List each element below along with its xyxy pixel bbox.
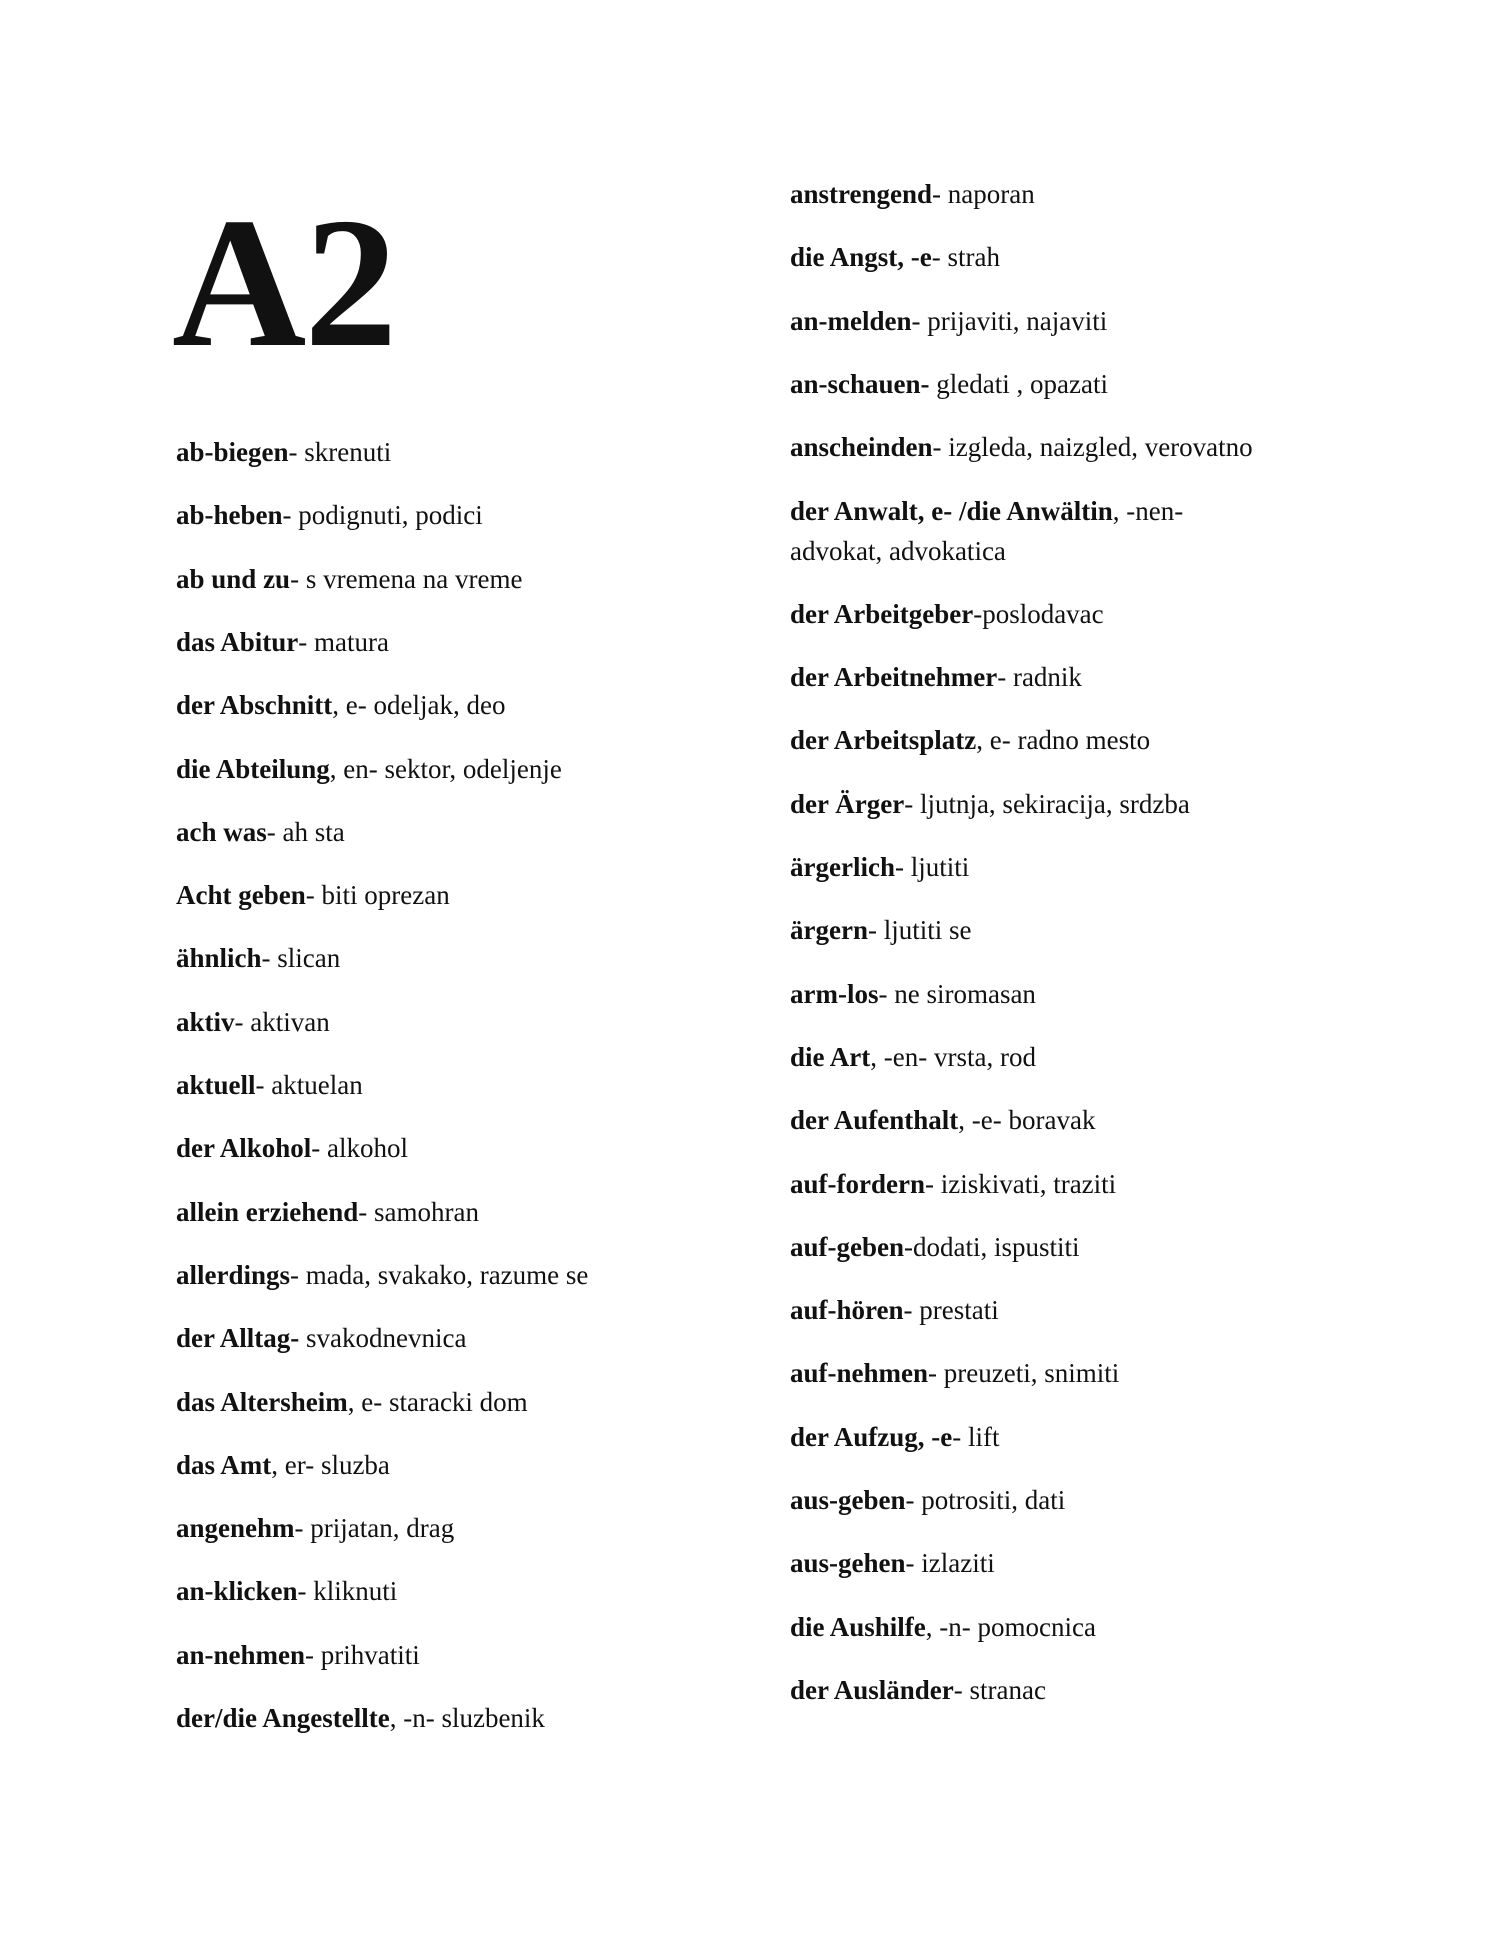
vocab-translation: , -n- sluzbenik xyxy=(389,1703,545,1733)
vocab-entry xyxy=(176,1508,736,1548)
vocab-translation-continued: advokat, advokatica xyxy=(790,535,1006,566)
vocab-term: Acht geben xyxy=(176,880,306,911)
vocab-entry xyxy=(176,1635,736,1675)
vocab-translation: , -nen- xyxy=(1112,495,1184,526)
vocab-translation: - matura xyxy=(298,626,389,657)
vocab-term: auf-hören xyxy=(790,1295,904,1326)
vocab-term: arm-los xyxy=(790,978,879,1009)
vocab-term: das Abitur xyxy=(176,626,299,657)
vocab-term: die Art xyxy=(790,1041,871,1072)
vocab-entry xyxy=(176,1065,736,1105)
vocab-entry xyxy=(176,749,736,789)
vocab-translation: , e- odeljak, deo xyxy=(332,690,506,721)
vocab-term: aus-geben xyxy=(790,1485,906,1515)
vocab-translation: - stranac xyxy=(953,1674,1046,1705)
vocab-translation: , -en- vrsta, rod xyxy=(870,1041,1036,1072)
vocab-entry xyxy=(176,938,736,978)
vocab-translation: - ne siromasan xyxy=(878,978,1036,1009)
vocab-entry xyxy=(176,1192,736,1232)
vocab-term: der Aufenthalt xyxy=(790,1105,959,1136)
vocab-entry xyxy=(790,974,1350,1014)
vocab-term: der Arbeitgeber xyxy=(790,598,974,629)
vocab-term: ärgerlich xyxy=(790,852,895,882)
vocab-term: der Aufzug, -e xyxy=(790,1421,953,1452)
vocab-translation: - ljutiti se xyxy=(867,915,972,946)
vocab-entry xyxy=(176,812,736,852)
vocab-entry xyxy=(176,685,736,725)
vocab-term: auf-fordern xyxy=(790,1168,925,1199)
vocab-entry xyxy=(790,1227,1350,1267)
vocab-entry xyxy=(176,1255,736,1295)
vocab-term: anstrengend xyxy=(790,179,933,209)
vocab-translation: - potrositi, dati xyxy=(905,1485,1066,1515)
vocab-entry xyxy=(790,1353,1350,1393)
vocab-term: ärgern xyxy=(790,915,868,946)
vocab-entry xyxy=(790,784,1350,824)
vocab-translation: - prihvatiti xyxy=(305,1639,420,1670)
vocab-translation: - izgleda, naizgled, verovatno xyxy=(932,432,1253,463)
vocab-entry xyxy=(176,1571,736,1611)
vocab-entry xyxy=(790,237,1350,277)
vocab-entry xyxy=(790,910,1350,950)
vocab-term: an-schauen- xyxy=(790,368,930,399)
vocab-term: ähnlich xyxy=(176,943,262,974)
vocab-translation: -dodati, ispustiti xyxy=(904,1231,1080,1262)
vocab-term: der Alltag- xyxy=(176,1323,300,1354)
vocab-translation: - radnik xyxy=(997,662,1082,693)
vocab-term: aus-gehen xyxy=(790,1548,906,1579)
vocab-term: angenehm xyxy=(176,1513,295,1544)
vocab-translation: -poslodavac xyxy=(973,598,1104,629)
vocab-translation: - strah xyxy=(931,242,1000,273)
vocab-term: ach was xyxy=(176,816,267,847)
vocab-translation: , -n- pomocnica xyxy=(925,1611,1096,1642)
vocab-translation: - podignuti, podici xyxy=(282,500,483,531)
vocab-entry xyxy=(176,1698,736,1738)
vocab-term: der/die Angestellte xyxy=(176,1703,390,1733)
vocab-translation: - ljutiti xyxy=(894,852,970,882)
vocab-term: auf-geben xyxy=(790,1231,904,1262)
vocab-translation: - naporan xyxy=(932,179,1035,209)
vocab-term: aktiv xyxy=(176,1006,235,1037)
vocab-term: der Arbeitsplatz xyxy=(790,725,977,756)
vocab-translation: - s vremena na vreme xyxy=(290,563,523,594)
vocab-entry xyxy=(176,495,736,535)
vocab-translation: - ljutnja, sekiracija, srdzba xyxy=(904,788,1190,819)
vocab-entry xyxy=(790,427,1350,467)
vocab-term: die Angst, -e xyxy=(790,242,932,273)
vocab-entry xyxy=(790,491,1350,571)
vocab-term: aktuell xyxy=(176,1070,256,1100)
vocab-term: die Abteilung xyxy=(176,753,330,784)
vocab-entry xyxy=(790,1607,1350,1647)
vocab-entry xyxy=(790,720,1350,760)
vocab-translation: gledati , opazati xyxy=(929,368,1108,399)
vocab-entry xyxy=(790,594,1350,634)
vocab-translation: , e- staracki dom xyxy=(347,1386,528,1417)
vocab-translation: - prestati xyxy=(903,1295,999,1326)
vocab-translation: - alkohol xyxy=(311,1133,409,1164)
vocab-term: das Amt xyxy=(176,1449,272,1480)
vocab-entry xyxy=(176,1002,736,1042)
vocab-entry xyxy=(790,1164,1350,1204)
vocab-term: auf-nehmen xyxy=(790,1358,929,1389)
vocab-entry xyxy=(790,1543,1350,1583)
vocab-term: ab-biegen xyxy=(176,437,289,467)
vocab-entry xyxy=(176,1445,736,1485)
vocab-translation: , e- radno mesto xyxy=(976,725,1151,756)
vocab-translation: - lift xyxy=(952,1421,1000,1452)
vocab-term: ab-heben xyxy=(176,500,283,531)
vocab-translation: , en- sektor, odeljenje xyxy=(329,753,562,784)
vocab-term: der Anwalt, e- /die Anwältin xyxy=(790,495,1113,526)
vocab-entry xyxy=(176,622,736,662)
vocab-term: der Ausländer xyxy=(790,1674,954,1705)
vocab-translation: - aktuelan xyxy=(255,1070,363,1100)
vocab-entry xyxy=(790,657,1350,697)
vocab-term: allein erziehend xyxy=(176,1196,359,1227)
vocab-term: das Altersheim xyxy=(176,1386,348,1417)
page-title: A2 xyxy=(172,180,396,386)
vocab-translation: - mada, svakako, razume se xyxy=(290,1259,589,1290)
vocab-term: an-klicken xyxy=(176,1576,298,1607)
vocab-translation: svakodnevnica xyxy=(299,1323,467,1354)
vocab-translation: - ah sta xyxy=(266,816,345,847)
vocab-entry xyxy=(790,1670,1350,1710)
vocab-entry xyxy=(176,875,736,915)
vocab-term: allerdings xyxy=(176,1259,291,1290)
vocab-translation: - kliknuti xyxy=(297,1576,398,1607)
vocab-term: der Abschnitt xyxy=(176,690,333,721)
vocab-term: anscheinden xyxy=(790,432,933,463)
vocab-entry xyxy=(790,1290,1350,1330)
vocab-translation: - slican xyxy=(261,943,341,974)
vocab-translation: - aktivan xyxy=(234,1006,330,1037)
vocab-translation: - iziskivati, traziti xyxy=(924,1168,1117,1199)
vocab-entry xyxy=(790,174,1350,214)
vocab-term: der Alkohol xyxy=(176,1133,312,1164)
vocab-term: ab und zu xyxy=(176,563,291,594)
vocab-term: an-nehmen xyxy=(176,1639,306,1670)
vocab-term: die Aushilfe xyxy=(790,1611,926,1642)
vocab-entry xyxy=(790,301,1350,341)
vocab-entry xyxy=(176,1318,736,1358)
vocab-entry xyxy=(176,1128,736,1168)
vocab-entry xyxy=(176,559,736,599)
vocab-translation: - samohran xyxy=(358,1196,479,1227)
vocab-entry xyxy=(176,432,736,472)
vocab-entry xyxy=(790,1480,1350,1520)
vocab-translation: , -e- boravak xyxy=(958,1105,1096,1136)
vocab-term: an-melden xyxy=(790,305,912,336)
vocab-translation: - biti oprezan xyxy=(305,880,450,911)
vocab-translation: - preuzeti, snimiti xyxy=(928,1358,1120,1389)
vocab-term: der Arbeitnehmer xyxy=(790,662,998,693)
vocab-entry xyxy=(790,847,1350,887)
vocab-translation: - skrenuti xyxy=(288,437,392,467)
vocab-entry xyxy=(790,1417,1350,1457)
vocab-entry xyxy=(790,364,1350,404)
vocab-entry xyxy=(790,1100,1350,1140)
vocab-translation: , er- sluzba xyxy=(271,1449,390,1480)
vocab-term: der Ärger xyxy=(790,788,905,819)
vocab-translation: - prijaviti, najaviti xyxy=(911,305,1108,336)
vocab-entry xyxy=(176,1382,736,1422)
vocab-entry xyxy=(790,1037,1350,1077)
vocab-translation: - prijatan, drag xyxy=(294,1513,455,1544)
vocab-translation: - izlaziti xyxy=(905,1548,995,1579)
